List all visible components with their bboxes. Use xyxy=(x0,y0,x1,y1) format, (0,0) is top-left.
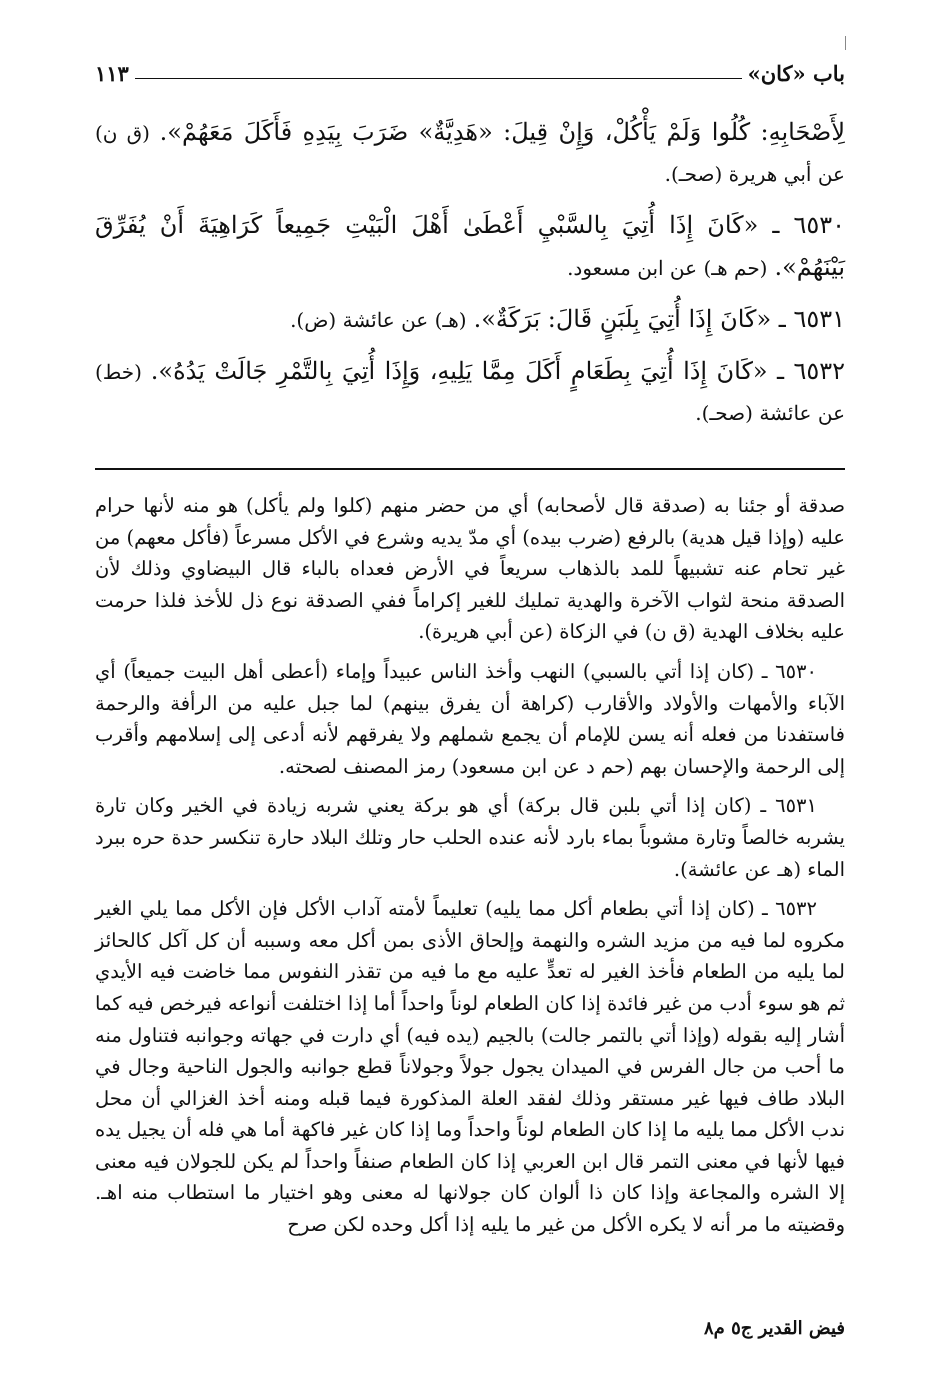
document-page xyxy=(95,0,845,1380)
hadith-text: ٦٥٣٢ ـ «كَانَ إِذَا أُتِيَ بِطَعَامٍ أَكَلَ مِمَّا يَلِيهِ، وَإِذَا أُتِيَ بِالتَّمْرِ جَالَتْ يَدُهُ». xyxy=(150,357,846,385)
signature-mark: فيض القدير ج٥ م٨ xyxy=(704,1318,845,1339)
commentary-paragraph: ٦٥٣٢ ـ (كان إذا أتي بطعام أكل مما يليه) تعليماً لأمته آداب الأكل فإن الأكل مما يلي الغير مكروه لما فيه من مزيد الشره والنهمة وإلحاق الأذى بمن أكل معه وسببه أن كل آكل كالحائز لما يليه من الطعام فأخذ الغير له تعدٍّ عليه مع ما فيه من تقذر النفوس مما خاضت فيه الأيدي ثم هو سوء أدب من غير فائدة إذا كان الطعام لوناً واحداً أما إذا اختلفت أنواعه فيرخص فيه كما أشار إليه بقوله (وإذا أتي بالتمر جالت) بالجيم (يده فيه) أي دارت في جهاته وجوانبه فتناول منه ما أحب من جال الفرس في الميدان يجول جولاً وجولاناً قطع جوانبه والجول الناحية وجال في البلاد طاف فيها غير مستقر وذلك لفقد العلة المذكورة فيما قبله ومنه أخذ الغزالي أن محل ندب الأكل مما يليه ما إذا كان الطعام لوناً واحداً وما إذا كان غير فاكهة أما هي فله أن يجيل يده فيها لأنها في معنى التمر قال ابن العربي إذا كان الطعام صنفاً واحداً لم يكن للجولان فيه معنى إلا الشره والمجاعة وإذا كان ذا ألوان كان جولانها له معنى وهو اختيار ما استطاب منه اهـ. وقضيته ما مر أنه لا يكره الأكل من غير ما يليه إذا أكل وحده لكن صرح xyxy=(95,897,845,1237)
chapter-title: باب «كان» xyxy=(747,61,845,86)
commentary-paragraph: ٦٥٣٠ ـ (كان إذا أتي بالسبي) النهب وأخذ الناس عبيداً وإماء (أعطى أهل البيت جميعاً) أي الآباء والأمهات والأولاد والأقارب (كراهة أن يفرق بينهم) لما جبل عليه من الرأفة والرحمة فاستفدنا من فعله أنه يسن للإمام أن يجمع شملهم ولا يفرقهم لأنه أدعى إلى إسلامهم وأقرب إلى الرحمة والإحسان بهم (حم د عن ابن مسعود) رمز المصنف لصحته. xyxy=(95,659,845,778)
hadith-text: ٦٥٣٠ ـ «كَانَ إِذَا أُتِيَ بِالسَّبْيِ أَعْطَىٰ أَهْلَ الْبَيْتِ جَمِيعاً كَرَاهِيَةَ أَنْ يُفَرِّقَ بَيْنَهُمْ». xyxy=(95,211,845,281)
margin-mark xyxy=(845,36,846,50)
commentary-section xyxy=(95,490,845,1249)
hadith-text: لِأَصْحَابِهِ: كُلُوا وَلَمْ يَأْكُلْ، وَإِنْ قِيلَ: «هَدِيَّةٌ» ضَرَبَ بِيَدِهِ فَأَكَلَ مَعَهُمْ». xyxy=(159,118,846,146)
hadith-section xyxy=(95,112,845,444)
commentary-paragraph: ٦٥٣١ ـ (كان إذا أتي بلبن قال بركة) أي هو بركة يعني شربه زيادة في الخير وكان تارة يشربه خالصاً وتارة مشوباً بماء بارد لأنه عنده الحلب حار وتلك البلاد حارة تنكسر حدة حره ببرد الماء (هـ عن عائشة). xyxy=(95,794,845,881)
running-header xyxy=(95,52,845,86)
hadith-entry xyxy=(95,205,845,289)
hadith-reference: (هـ) عن عائشة (ض). xyxy=(290,308,467,332)
commentary-paragraph: صدقة أو جئنا به (صدقة قال لأصحابه) أي من حضر منهم (كلوا ولم يأكل) هو منه لأنها حرام عليه (وإذا قيل هدية) بالرفع (ضرب بيده) أي مدّ يديه وشرع في الأكل مسرعاً (فأكل معهم) من غير تحام عنه تشبيهاً للمد بالذهاب سريعاً في الأرض فعداه بالباء قال البيضاوي وذلك لأن الصدقة منحة لثواب الآخرة والهدية تمليك للغير إكراماً ففي الصدقة نوع ذل للأخذ فلذا حرمت عليه بخلاف الهدية (ق ن) في الزكاة (عن أبي هريرة). xyxy=(95,494,845,644)
hadith-entry xyxy=(95,112,845,195)
section-divider xyxy=(95,468,845,470)
header-rule xyxy=(135,78,742,79)
hadith-entry xyxy=(95,351,845,434)
page-number: ١١٣ xyxy=(95,61,129,86)
hadith-text: ٦٥٣١ ـ «كَانَ إِذَا أُتِيَ بِلَبَنٍ قَالَ: بَرَكَةٌ». xyxy=(473,305,845,333)
hadith-entry xyxy=(95,299,845,341)
hadith-reference: (خط) عن عائشة (صحـ). xyxy=(95,360,845,425)
hadith-reference: (ق ن) عن أبي هريرة (صحـ). xyxy=(95,121,845,186)
hadith-reference: (حم هـ) عن ابن مسعود. xyxy=(567,256,768,280)
